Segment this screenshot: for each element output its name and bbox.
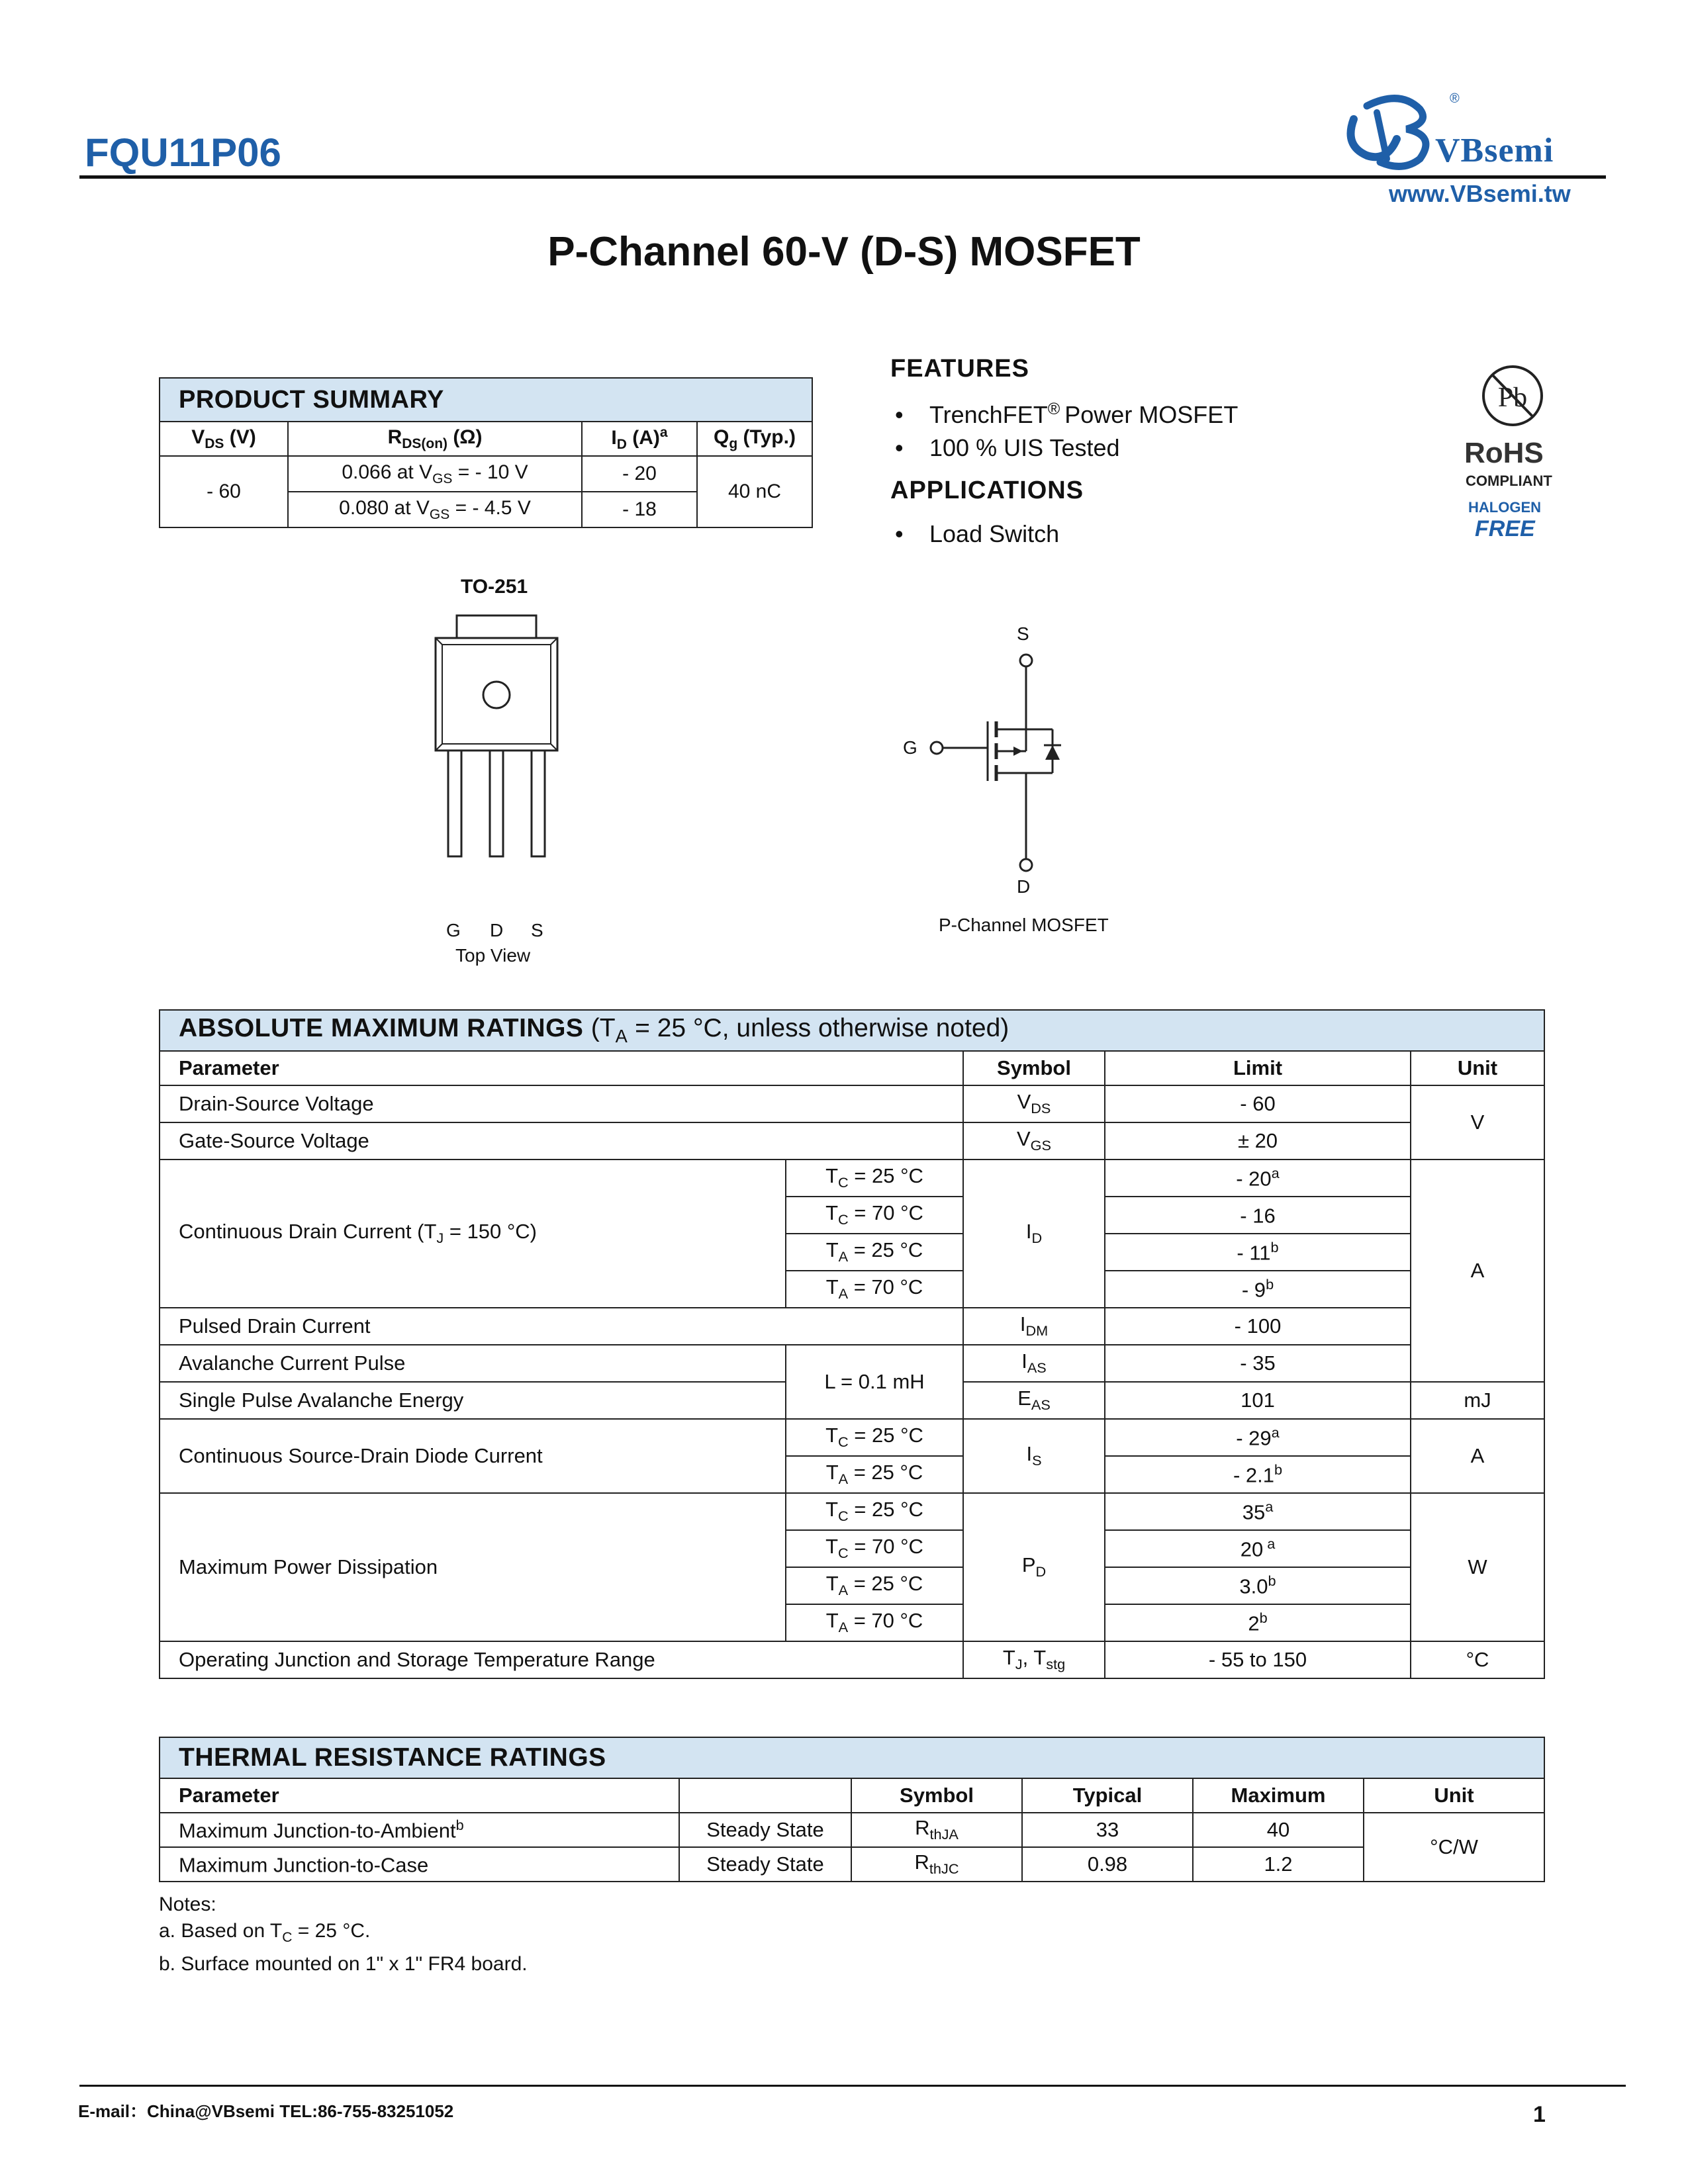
header-rule (79, 175, 1606, 179)
trr-row-cond: Steady State (679, 1813, 851, 1847)
application-item: • Load Switch (895, 520, 1060, 547)
notes (159, 1891, 528, 1978)
rohs-compliant: COMPLIANT (1466, 473, 1552, 489)
amr-col-symbol: Symbol (963, 1051, 1105, 1085)
amr-id-cond: $T_A = 25$ °C (786, 1234, 963, 1271)
amr-is-cond: $T_A = 25$ °C (786, 1456, 963, 1493)
halogen-label: HALOGEN (1468, 499, 1541, 516)
brand-name: VBsemi (1435, 132, 1554, 169)
rds-value-1: 0.066 at $V_{GS}$ = - 10 V (288, 456, 582, 492)
col-id: $I_D$ $(A)^a$ (582, 422, 697, 456)
amr-id-label: Continuous Drain Current ($T_J = 150$ °C) (160, 1160, 786, 1308)
trr-row-symbol: $R_{thJC}$ (851, 1847, 1022, 1882)
amr-vds-label: Drain-Source Voltage (160, 1085, 963, 1122)
amr-eas-limit: 101 (1105, 1382, 1411, 1419)
symbol-s-label: S (1017, 623, 1029, 644)
amr-vds-limit: - 60 (1105, 1085, 1411, 1122)
amr-eas-unit: mJ (1411, 1382, 1544, 1419)
trr-row-typ: 0.98 (1022, 1847, 1193, 1882)
amr-amp-unit: A (1411, 1160, 1544, 1382)
amr-eas-label: Single Pulse Avalanche Energy (160, 1382, 786, 1419)
product-summary-table (159, 377, 813, 528)
amr-idm-label: Pulsed Drain Current (160, 1308, 963, 1345)
symbol-d-label: D (1017, 876, 1031, 897)
col-qg: $Q_g$ (Typ.) (697, 422, 812, 456)
trr-row-param: Maximum Junction-to-Ambient$^b$ (160, 1813, 679, 1847)
trr-row-symbol: $R_{thJA}$ (851, 1813, 1022, 1847)
to251-package-drawing (424, 609, 569, 920)
amr-id-cond: $T_C = 70$ °C (786, 1197, 963, 1234)
amr-title: ABSOLUTE MAXIMUM RATINGS ($T_A = 25$ °C, unless otherwise noted) (160, 1010, 1544, 1051)
package-view-label: Top View (455, 945, 531, 966)
amr-pd-limit: 20 $^a$ (1105, 1530, 1411, 1567)
symbol-caption: P-Channel MOSFET (939, 915, 1109, 935)
trr-row-max: 40 (1193, 1813, 1364, 1847)
pin-label-d: D (490, 920, 504, 940)
trr-col-unit: Unit (1364, 1778, 1544, 1813)
amr-ias-limit: - 35 (1105, 1345, 1411, 1382)
vds-value: - 60 (160, 456, 288, 527)
lead-free-icon (1477, 363, 1548, 429)
rohs-label: RoHS (1464, 437, 1544, 469)
amr-id-limit: - 9$^b$ (1105, 1271, 1411, 1308)
amr-is-limit: - 2.1$^b$ (1105, 1456, 1411, 1493)
thermal-resistance-table (159, 1737, 1545, 1882)
features-title: FEATURES (890, 355, 1029, 383)
amr-ias-label: Avalanche Current Pulse (160, 1345, 786, 1382)
vbsemi-logo-icon (1340, 93, 1440, 175)
amr-tj-label: Operating Junction and Storage Temperature Range (160, 1641, 963, 1678)
amr-pd-limit: 3.0$^b$ (1105, 1567, 1411, 1604)
amr-tj-unit: °C (1411, 1641, 1544, 1678)
amr-col-limit: Limit (1105, 1051, 1411, 1085)
amr-pd-limit: 35$^a$ (1105, 1493, 1411, 1530)
amr-idm-limit: - 100 (1105, 1308, 1411, 1345)
mosfet-symbol-icon (923, 649, 1076, 877)
amr-tj-symbol: $T_J$, $T_{stg}$ (963, 1641, 1105, 1678)
amr-l-cond: L = 0.1 mH (786, 1345, 963, 1419)
trr-row-typ: 33 (1022, 1813, 1193, 1847)
feature-item: • TrenchFET® Power MOSFET (895, 400, 1239, 428)
trr-col-cond (679, 1778, 851, 1813)
absolute-max-ratings-table (159, 1009, 1545, 1679)
trr-row-max: 1.2 (1193, 1847, 1364, 1882)
amr-col-param: Parameter (160, 1051, 963, 1085)
amr-vgs-symbol: $V_{GS}$ (963, 1122, 1105, 1160)
notes-title: Notes: (159, 1893, 216, 1915)
trr-col-max: Maximum (1193, 1778, 1364, 1813)
part-number: FQU11P06 (85, 130, 281, 175)
amr-col-unit: Unit (1411, 1051, 1544, 1085)
amr-tj-limit: - 55 to 150 (1105, 1641, 1411, 1678)
amr-pd-cond: $T_A = 70$ °C (786, 1604, 963, 1641)
amr-vgs-limit: ± 20 (1105, 1122, 1411, 1160)
amr-is-cond: $T_C = 25$ °C (786, 1419, 963, 1456)
footer-contact: E-mail：China@VBsemi TEL:86-755-83251052 (78, 2101, 454, 2121)
trr-unit: °C/W (1364, 1813, 1544, 1882)
trr-row-param: Maximum Junction-to-Case (160, 1847, 679, 1882)
amr-is-label: Continuous Source-Drain Diode Current (160, 1419, 786, 1493)
pin-label-g: G (446, 920, 461, 940)
amr-volt-unit: V (1411, 1085, 1544, 1160)
trr-row-cond: Steady State (679, 1847, 851, 1882)
amr-is-symbol: $I_S$ (963, 1419, 1105, 1493)
amr-eas-symbol: $E_{AS}$ (963, 1382, 1105, 1419)
amr-pd-cond: $T_A = 25$ °C (786, 1567, 963, 1604)
amr-is-limit: - 29$^a$ (1105, 1419, 1411, 1456)
col-rds: $R_{DS(on)}$ (Ω) (288, 422, 582, 456)
amr-pd-limit: 2$^b$ (1105, 1604, 1411, 1641)
registered-mark: ® (1450, 91, 1460, 106)
amr-pd-label: Maximum Power Dissipation (160, 1493, 786, 1641)
note-b: b. Surface mounted on 1" x 1" FR4 board. (159, 1953, 528, 1975)
note-a: a. Based on $T_C = 25$ °C. (159, 1920, 371, 1945)
amr-id-limit: - 16 (1105, 1197, 1411, 1234)
amr-pd-cond: $T_C = 25$ °C (786, 1493, 963, 1530)
col-vds: $V_{DS}$ (V) (160, 422, 288, 456)
trr-col-symbol: Symbol (851, 1778, 1022, 1813)
package-name: TO-251 (461, 576, 528, 598)
product-summary-title: PRODUCT SUMMARY (160, 378, 812, 422)
amr-id-cond: $T_C = 25$ °C (786, 1160, 963, 1197)
website-link[interactable]: www.VBsemi.tw (1389, 180, 1571, 207)
symbol-g-label: G (903, 737, 917, 758)
pin-label-s: S (531, 920, 543, 940)
trr-title: THERMAL RESISTANCE RATINGS (160, 1737, 1544, 1778)
trr-col-typ: Typical (1022, 1778, 1193, 1813)
qg-value: 40 nC (697, 456, 812, 527)
amr-id-cond: $T_A = 70$ °C (786, 1271, 963, 1308)
amr-vgs-label: Gate-Source Voltage (160, 1122, 963, 1160)
amr-pd-cond: $T_C = 70$ °C (786, 1530, 963, 1567)
amr-pd-unit: W (1411, 1493, 1544, 1641)
free-label: FREE (1475, 516, 1535, 541)
amr-id-limit: - 20$^a$ (1105, 1160, 1411, 1197)
id-value-1: - 20 (582, 456, 697, 492)
page-number: 1 (1533, 2102, 1546, 2127)
rds-value-2: 0.080 at $V_{GS}$ = - 4.5 V (288, 492, 582, 527)
pb-text: Pb (1497, 383, 1528, 413)
trr-col-param: Parameter (160, 1778, 679, 1813)
id-value-2: - 18 (582, 492, 697, 527)
amr-idm-symbol: $I_{DM}$ (963, 1308, 1105, 1345)
amr-is-unit: A (1411, 1419, 1544, 1493)
amr-vds-symbol: $V_{DS}$ (963, 1085, 1105, 1122)
amr-ias-symbol: $I_{AS}$ (963, 1345, 1105, 1382)
amr-id-limit: - 11$^b$ (1105, 1234, 1411, 1271)
applications-title: APPLICATIONS (890, 477, 1084, 504)
amr-id-symbol: $I_D$ (963, 1160, 1105, 1308)
amr-pd-symbol: $P_D$ (963, 1493, 1105, 1641)
feature-item: • 100 % UIS Tested (895, 434, 1120, 461)
page-title: P-Channel 60-V (D-S) MOSFET (547, 229, 1141, 275)
footer-rule (79, 2085, 1626, 2087)
